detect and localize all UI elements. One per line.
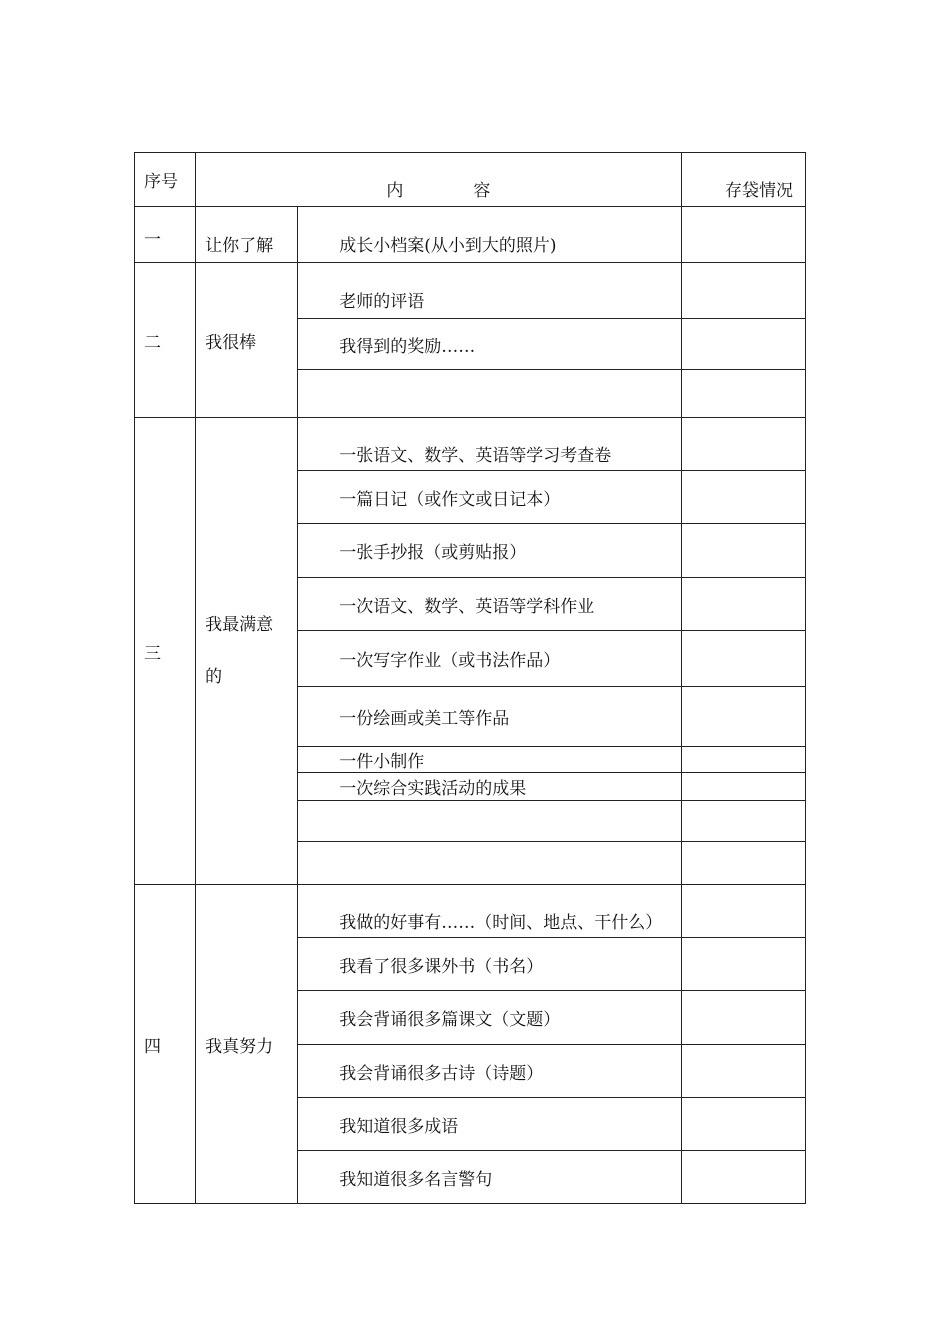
status-cell [681, 319, 805, 370]
section-category-2: 我很棒 [196, 263, 298, 418]
status-cell [681, 687, 805, 747]
growth-portfolio-table [134, 152, 806, 1204]
status-cell [681, 263, 805, 319]
status-cell [681, 418, 805, 471]
section-category-3 [196, 418, 298, 885]
item-cell: 一次语文、数学、英语等学科作业 [298, 578, 682, 631]
item-cell: 我做的好事有……（时间、地点、干什么） [298, 885, 682, 938]
status-cell [681, 631, 805, 687]
status-cell [681, 842, 805, 885]
status-cell [681, 471, 805, 524]
section-category-1: 让你了解 [196, 207, 298, 263]
item-cell: 我知道很多成语 [298, 1098, 682, 1151]
header-seq: 序号 [135, 153, 196, 207]
section-seq-2: 二 [135, 263, 196, 418]
item-cell: 我知道很多名言警句 [298, 1151, 682, 1204]
table-row [135, 207, 806, 263]
status-cell [681, 801, 805, 842]
status-cell [681, 773, 805, 801]
header-status: 存袋情况 [681, 153, 805, 207]
table-header-row [135, 153, 806, 207]
item-cell [298, 370, 682, 418]
item-cell: 我看了很多课外书（书名） [298, 938, 682, 991]
item-cell: 我得到的奖励…… [298, 319, 682, 370]
section-seq-3: 三 [135, 418, 196, 885]
item-cell: 我会背诵很多篇课文（文题） [298, 991, 682, 1045]
status-cell [681, 1151, 805, 1204]
status-cell [681, 370, 805, 418]
item-cell: 成长小档案(从小到大的照片) [298, 207, 682, 263]
status-cell [681, 524, 805, 578]
item-cell: 一份绘画或美工等作品 [298, 687, 682, 747]
item-cell: 一篇日记（或作文或日记本） [298, 471, 682, 524]
item-cell: 我会背诵很多古诗（诗题） [298, 1045, 682, 1098]
status-cell [681, 207, 805, 263]
item-cell: 一次写字作业（或书法作品） [298, 631, 682, 687]
status-cell [681, 885, 805, 938]
section-seq-1: 一 [135, 207, 196, 263]
table-row [135, 885, 806, 938]
status-cell [681, 991, 805, 1045]
status-cell [681, 938, 805, 991]
status-cell [681, 578, 805, 631]
table-row [135, 263, 806, 319]
item-cell [298, 801, 682, 842]
table-row [135, 418, 806, 471]
item-cell: 一张手抄报（或剪贴报） [298, 524, 682, 578]
section-category-3-line1: 我最满意 [205, 615, 274, 635]
item-cell [298, 842, 682, 885]
header-content [196, 153, 682, 207]
status-cell [681, 1045, 805, 1098]
item-cell: 一件小制作 [298, 747, 682, 773]
status-cell [681, 747, 805, 773]
section-category-4: 我真努力 [196, 885, 298, 1204]
section-category-3-line2: 的 [205, 667, 223, 687]
header-content-right: 容 [473, 181, 491, 201]
section-seq-4: 四 [135, 885, 196, 1204]
item-cell: 一张语文、数学、英语等学习考查卷 [298, 418, 682, 471]
status-cell [681, 1098, 805, 1151]
header-content-left: 内 [386, 181, 404, 201]
item-cell: 老师的评语 [298, 263, 682, 319]
item-cell: 一次综合实践活动的成果 [298, 773, 682, 801]
